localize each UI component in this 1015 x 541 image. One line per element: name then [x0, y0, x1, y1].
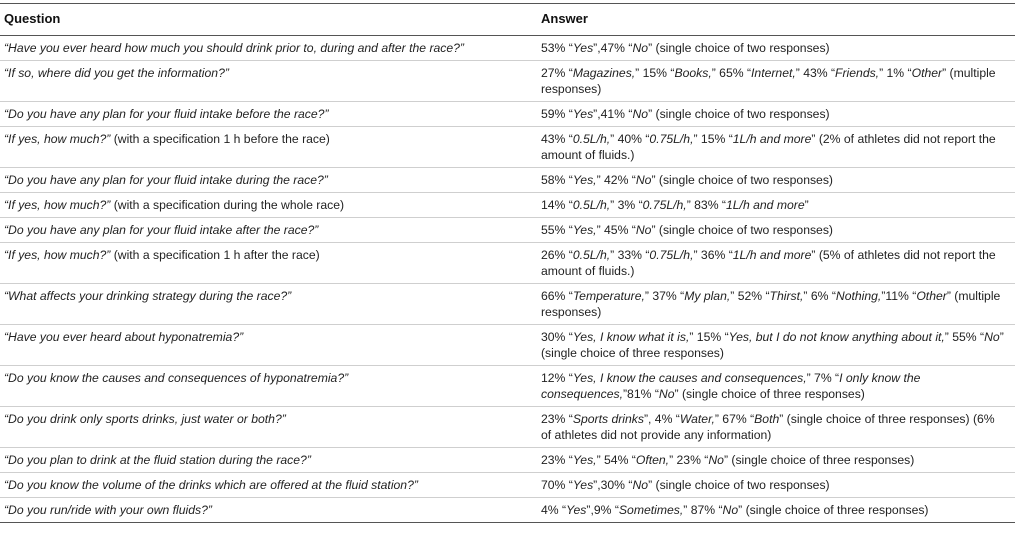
- answer-cell: [537, 218, 1015, 243]
- text-segment: ” (single choice of two responses): [648, 107, 830, 121]
- text-segment: “If yes, how much?”: [4, 198, 111, 212]
- question-column-header: Question: [0, 4, 537, 36]
- text-segment: ”,47% “: [593, 41, 633, 55]
- text-segment: ” 15% “: [689, 330, 729, 344]
- response-option: Friends,: [835, 66, 880, 80]
- response-option: 0.75L/h,: [649, 132, 694, 146]
- table-row: [0, 325, 1015, 366]
- text-segment: ” (single choice of three responses): [674, 387, 865, 401]
- text-segment: 27% “: [541, 66, 573, 80]
- text-segment: 4% “: [541, 503, 567, 517]
- response-option: 1L/h and more: [732, 132, 812, 146]
- text-segment: ” 23% “: [669, 453, 709, 467]
- table-row: [0, 366, 1015, 407]
- text-segment: ” (single choice of two responses): [648, 478, 830, 492]
- table-header-row: [0, 4, 1015, 36]
- question-cell: [0, 36, 537, 61]
- text-segment: 66% “: [541, 289, 573, 303]
- answer-cell: [537, 193, 1015, 218]
- text-segment: ” 1% “: [879, 66, 912, 80]
- text-segment: ” 52% “: [730, 289, 770, 303]
- answer-column-header: Answer: [537, 4, 1015, 36]
- response-option: Other: [916, 289, 947, 303]
- table-row: [0, 473, 1015, 498]
- question-cell: [0, 473, 537, 498]
- question-cell: [0, 168, 537, 193]
- response-option: Thirst,: [769, 289, 804, 303]
- answer-cell: [537, 243, 1015, 284]
- text-segment: “Do you know the causes and consequences of hyponatremia?”: [4, 371, 349, 385]
- text-segment: “Do you have any plan for your fluid intake after the race?”: [4, 223, 319, 237]
- text-segment: “If yes, how much?”: [4, 248, 111, 262]
- response-option: Yes: [572, 478, 594, 492]
- response-option: 1L/h and more: [726, 198, 805, 212]
- text-segment: 58% “: [541, 173, 573, 187]
- response-option: Yes, but I do not know anything about it,: [728, 330, 945, 344]
- answer-cell: [537, 102, 1015, 127]
- table-row: [0, 243, 1015, 284]
- text-segment: ” (5% of athletes did not report the amount of fluids.): [541, 248, 996, 278]
- text-segment: ” 67% “: [714, 412, 755, 426]
- response-option: No: [632, 478, 649, 492]
- response-option: No: [632, 107, 649, 121]
- answer-cell: [537, 473, 1015, 498]
- text-segment: ”, 4% “: [643, 412, 680, 426]
- response-option: Yes,: [572, 173, 597, 187]
- response-option: No: [658, 387, 675, 401]
- table-row: [0, 168, 1015, 193]
- response-option: Yes,: [572, 223, 597, 237]
- text-segment: ” 15% “: [693, 132, 733, 146]
- question-cell: [0, 61, 537, 102]
- text-segment: 43% “: [541, 132, 573, 146]
- text-segment: ” 40% “: [610, 132, 650, 146]
- response-option: Yes, I know what it is,: [572, 330, 690, 344]
- response-option: Yes: [572, 107, 594, 121]
- response-option: No: [984, 330, 1000, 344]
- question-cell: [0, 102, 537, 127]
- text-segment: “Do you drink only sports drinks, just water or both?”: [4, 412, 286, 426]
- table-row: [0, 218, 1015, 243]
- text-segment: “Have you ever heard how much you should drink prior to, during and after the race?”: [4, 41, 464, 55]
- table-row: [0, 407, 1015, 448]
- table-row: [0, 193, 1015, 218]
- question-cell: [0, 448, 537, 473]
- text-segment: 53% “: [541, 41, 573, 55]
- text-segment: ” (multiple responses): [541, 289, 1001, 319]
- response-option: 1L/h and more: [732, 248, 812, 262]
- text-segment: ” 33% “: [610, 248, 650, 262]
- text-segment: “If yes, how much?”: [4, 132, 111, 146]
- question-cell: [0, 218, 537, 243]
- response-option: Yes: [566, 503, 587, 517]
- question-cell: [0, 284, 537, 325]
- question-cell: [0, 325, 537, 366]
- text-segment: ” 42% “: [596, 173, 636, 187]
- answer-cell: [537, 36, 1015, 61]
- response-option: My plan,: [684, 289, 731, 303]
- text-segment: ” 45% “: [596, 223, 636, 237]
- response-option: 0.5L/h,: [572, 248, 611, 262]
- text-segment: 55% “: [541, 223, 573, 237]
- question-cell: [0, 193, 537, 218]
- text-segment: ” (multiple responses): [541, 66, 996, 96]
- question-cell: [0, 243, 537, 284]
- text-segment: ” (single choice of two responses): [648, 41, 830, 55]
- text-segment: ”,9% “: [586, 503, 619, 517]
- text-segment: ” 7% “: [806, 371, 840, 385]
- text-segment: 23% “: [541, 412, 573, 426]
- response-option: No: [722, 503, 739, 517]
- answer-cell: [537, 325, 1015, 366]
- response-option: Sports drinks: [572, 412, 644, 426]
- question-cell: [0, 407, 537, 448]
- response-option: 0.75L/h,: [642, 198, 687, 212]
- text-segment: ”,41% “: [593, 107, 633, 121]
- response-option: Often,: [635, 453, 670, 467]
- text-segment: ” 6% “: [803, 289, 836, 303]
- text-segment: ” 36% “: [693, 248, 733, 262]
- response-option: Yes,: [572, 453, 597, 467]
- text-segment: “Do you have any plan for your fluid intake during the race?”: [4, 173, 328, 187]
- text-segment: ”,30% “: [593, 478, 633, 492]
- text-segment: “Do you know the volume of the drinks which are offered at the fluid station?”: [4, 478, 418, 492]
- table-row: [0, 36, 1015, 61]
- text-segment: ”81% “: [623, 387, 659, 401]
- text-segment: ” 55% “: [944, 330, 985, 344]
- question-specification: (with a specification 1 h before the race): [110, 132, 330, 146]
- text-segment: “Do you plan to drink at the fluid station during the race?”: [4, 453, 311, 467]
- text-segment: ”: [804, 198, 809, 212]
- response-option: 0.75L/h,: [649, 248, 694, 262]
- response-option: No: [632, 41, 649, 55]
- text-segment: 59% “: [541, 107, 573, 121]
- text-segment: ” (single choice of two responses): [651, 173, 833, 187]
- answer-cell: [537, 448, 1015, 473]
- table-row: [0, 127, 1015, 168]
- response-option: Sometimes,: [618, 503, 684, 517]
- answer-cell: [537, 498, 1015, 523]
- table-row: [0, 102, 1015, 127]
- table-row: [0, 448, 1015, 473]
- question-specification: (with a specification during the whole race): [110, 198, 345, 212]
- text-segment: 70% “: [541, 478, 573, 492]
- table-row: [0, 284, 1015, 325]
- text-segment: ” 83% “: [686, 198, 726, 212]
- table-row: [0, 498, 1015, 523]
- response-option: Nothing,: [835, 289, 882, 303]
- text-segment: ” (single choice of three responses) (6% of athletes did not provide any information): [541, 412, 995, 442]
- response-option: Internet,: [751, 66, 796, 80]
- text-segment: ” (single choice of three responses): [541, 330, 1004, 360]
- text-segment: ” 87% “: [683, 503, 723, 517]
- answer-cell: [537, 127, 1015, 168]
- response-option: Water,: [679, 412, 715, 426]
- response-option: Temperature,: [572, 289, 645, 303]
- question-cell: [0, 498, 537, 523]
- answer-cell: [537, 168, 1015, 193]
- text-segment: 23% “: [541, 453, 573, 467]
- text-segment: ” (single choice of three responses): [723, 453, 915, 467]
- table-row: [0, 61, 1015, 102]
- text-segment: ” 54% “: [596, 453, 636, 467]
- response-option: Yes: [572, 41, 594, 55]
- question-specification: (with a specification 1 h after the race): [110, 248, 320, 262]
- response-option: I only know the consequences,: [541, 371, 921, 401]
- response-option: Books,: [674, 66, 712, 80]
- answer-cell: [537, 61, 1015, 102]
- text-segment: “Do you have any plan for your fluid intake before the race?”: [4, 107, 329, 121]
- response-option: No: [635, 223, 652, 237]
- response-option: Both: [754, 412, 780, 426]
- response-option: No: [635, 173, 652, 187]
- text-segment: 12% “: [541, 371, 573, 385]
- text-segment: 26% “: [541, 248, 573, 262]
- response-option: 0.5L/h,: [572, 132, 611, 146]
- response-option: No: [708, 453, 724, 467]
- text-segment: 14% “: [541, 198, 573, 212]
- question-cell: [0, 366, 537, 407]
- text-segment: “Have you ever heard about hyponatremia?”: [4, 330, 244, 344]
- answer-cell: [537, 407, 1015, 448]
- text-segment: ” 43% “: [795, 66, 836, 80]
- text-segment: 30% “: [541, 330, 573, 344]
- text-segment: ” (single choice of two responses): [651, 223, 833, 237]
- text-segment: ” 37% “: [644, 289, 685, 303]
- table-body: [0, 36, 1015, 523]
- answer-cell: [537, 284, 1015, 325]
- text-segment: “What affects your drinking strategy during the race?”: [4, 289, 292, 303]
- question-cell: [0, 127, 537, 168]
- text-segment: ”11% “: [881, 289, 917, 303]
- text-segment: ” 65% “: [711, 66, 752, 80]
- survey-table: [0, 3, 1015, 523]
- answer-cell: [537, 366, 1015, 407]
- response-option: Magazines,: [572, 66, 636, 80]
- text-segment: ” 3% “: [610, 198, 643, 212]
- text-segment: ” 15% “: [635, 66, 675, 80]
- text-segment: “If so, where did you get the information?”: [4, 66, 229, 80]
- text-segment: “Do you run/ride with your own fluids?”: [4, 503, 212, 517]
- response-option: Yes, I know the causes and consequences,: [572, 371, 807, 385]
- text-segment: ” (single choice of three responses): [738, 503, 929, 517]
- response-option: 0.5L/h,: [572, 198, 611, 212]
- text-segment: ” (2% of athletes did not report the amount of fluids.): [541, 132, 996, 162]
- response-option: Other: [911, 66, 943, 80]
